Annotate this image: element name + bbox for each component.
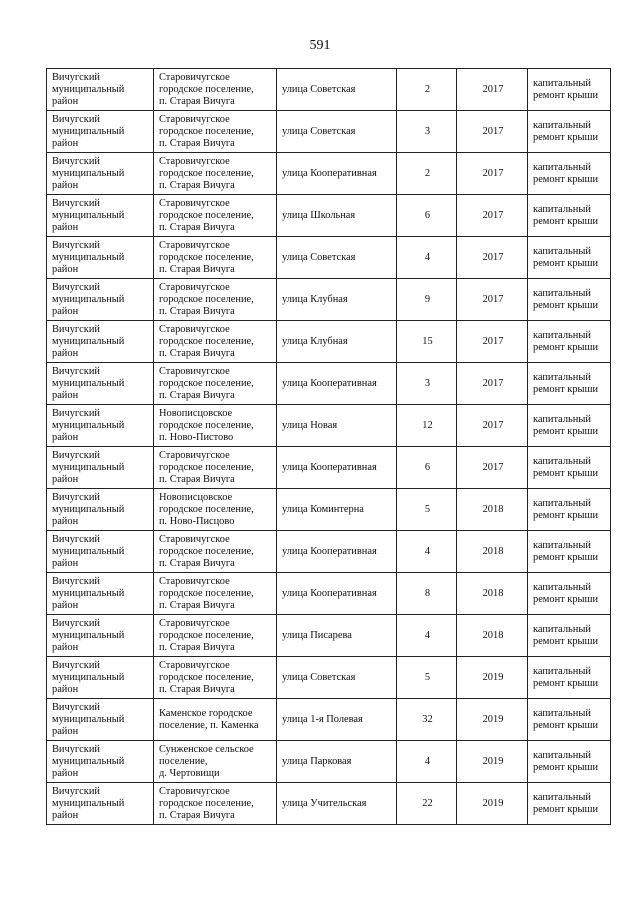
house-number-cell: 5 [397, 489, 457, 531]
settlement-cell-line: городское поселение, [159, 503, 254, 515]
district-cell-line: муниципальный [52, 713, 125, 725]
house-number-cell: 8 [397, 573, 457, 615]
district-cell [47, 531, 154, 573]
district-cell-line: муниципальный [52, 587, 125, 599]
district-cell-line: муниципальный [52, 671, 125, 683]
settlement-cell-line: Старовичугское [159, 71, 230, 83]
settlement-cell-line: Старовичугское [159, 533, 230, 545]
district-cell-line: район [52, 473, 79, 485]
district-cell [47, 111, 154, 153]
work-type-cell-line: капитальный [533, 245, 591, 257]
district-cell-line: Вичугский [52, 239, 100, 251]
work-type-cell [528, 279, 611, 321]
district-cell-line: муниципальный [52, 335, 125, 347]
house-number-cell: 12 [397, 405, 457, 447]
work-type-cell-line: ремонт крыши [533, 173, 599, 185]
house-number-cell: 4 [397, 237, 457, 279]
work-type-cell-line: ремонт крыши [533, 635, 599, 647]
work-type-cell [528, 195, 611, 237]
district-cell [47, 657, 154, 699]
district-cell-line: район [52, 431, 79, 443]
settlement-cell-line: городское поселение, [159, 797, 254, 809]
house-number-cell: 32 [397, 699, 457, 741]
district-cell-line: муниципальный [52, 503, 125, 515]
district-cell [47, 573, 154, 615]
settlement-cell-line: городское поселение, [159, 125, 254, 137]
work-type-cell-line: капитальный [533, 287, 591, 299]
district-cell-line: Вичугский [52, 281, 100, 293]
year-cell: 2017 [457, 153, 528, 195]
settlement-cell [154, 573, 277, 615]
work-type-cell-line: ремонт крыши [533, 425, 599, 437]
street-cell: улица Коминтерна [277, 489, 397, 531]
settlement-cell-line: городское поселение, [159, 83, 254, 95]
work-type-cell-line: ремонт крыши [533, 215, 599, 227]
work-type-cell [528, 111, 611, 153]
street-cell: улица Новая [277, 405, 397, 447]
district-cell-line: Вичугский [52, 491, 100, 503]
settlement-cell [154, 195, 277, 237]
work-type-cell-line: ремонт крыши [533, 803, 599, 815]
work-type-cell [528, 69, 611, 111]
street-cell: улица Школьная [277, 195, 397, 237]
year-cell: 2017 [457, 279, 528, 321]
house-number-cell: 4 [397, 615, 457, 657]
district-cell-line: муниципальный [52, 293, 125, 305]
street-cell: улица Кооперативная [277, 153, 397, 195]
settlement-cell-line: городское поселение, [159, 545, 254, 557]
settlement-cell-line: п. Ново-Писцово [159, 515, 235, 527]
district-cell-line: муниципальный [52, 209, 125, 221]
table-row [47, 531, 611, 573]
work-type-cell-line: ремонт крыши [533, 593, 599, 605]
house-number-cell: 22 [397, 783, 457, 825]
work-type-cell-line: ремонт крыши [533, 257, 599, 269]
year-cell: 2017 [457, 237, 528, 279]
table-row [47, 447, 611, 489]
table-row [47, 69, 611, 111]
settlement-cell-line: Старовичугское [159, 659, 230, 671]
settlement-cell [154, 783, 277, 825]
work-type-cell-line: капитальный [533, 581, 591, 593]
settlement-cell [154, 279, 277, 321]
year-cell: 2019 [457, 783, 528, 825]
table-body [47, 69, 611, 825]
street-cell: улица Клубная [277, 279, 397, 321]
district-cell-line: район [52, 809, 79, 821]
work-type-cell-line: капитальный [533, 749, 591, 761]
street-cell: улица Кооперативная [277, 447, 397, 489]
year-cell: 2017 [457, 321, 528, 363]
settlement-cell-line: городское поселение, [159, 419, 254, 431]
street-cell: улица Учительская [277, 783, 397, 825]
street-cell: улица Клубная [277, 321, 397, 363]
settlement-cell [154, 531, 277, 573]
district-cell-line: Вичугский [52, 323, 100, 335]
table-row [47, 153, 611, 195]
district-cell [47, 279, 154, 321]
work-type-cell [528, 237, 611, 279]
settlement-cell-line: п. Старая Вичуга [159, 641, 235, 653]
district-cell-line: район [52, 599, 79, 611]
street-cell: улица Советская [277, 69, 397, 111]
work-type-cell-line: капитальный [533, 413, 591, 425]
district-cell-line: район [52, 305, 79, 317]
work-type-cell-line: капитальный [533, 539, 591, 551]
house-number-cell: 9 [397, 279, 457, 321]
settlement-cell-line: городское поселение, [159, 167, 254, 179]
district-cell-line: район [52, 179, 79, 191]
settlement-cell-line: Старовичугское [159, 575, 230, 587]
work-type-cell-line: ремонт крыши [533, 383, 599, 395]
district-cell-line: район [52, 641, 79, 653]
settlement-cell-line: Старовичугское [159, 323, 230, 335]
district-cell-line: район [52, 557, 79, 569]
work-type-cell-line: капитальный [533, 371, 591, 383]
street-cell: улица Советская [277, 237, 397, 279]
district-cell-line: муниципальный [52, 755, 125, 767]
table-row [47, 615, 611, 657]
district-cell [47, 363, 154, 405]
settlement-cell [154, 489, 277, 531]
settlement-cell-line: Старовичугское [159, 113, 230, 125]
settlement-cell [154, 69, 277, 111]
year-cell: 2019 [457, 699, 528, 741]
district-cell-line: муниципальный [52, 125, 125, 137]
year-cell: 2017 [457, 447, 528, 489]
district-cell-line: Вичугский [52, 533, 100, 545]
street-cell: улица Советская [277, 657, 397, 699]
settlement-cell-line: п. Старая Вичуга [159, 683, 235, 695]
settlement-cell-line: городское поселение, [159, 629, 254, 641]
house-number-cell: 3 [397, 111, 457, 153]
settlement-cell-line: поселение, [159, 755, 208, 767]
work-type-cell [528, 321, 611, 363]
settlement-cell [154, 741, 277, 783]
district-cell-line: район [52, 725, 79, 737]
table-row [47, 741, 611, 783]
settlement-cell-line: поселение, п. Каменка [159, 719, 259, 731]
district-cell [47, 447, 154, 489]
work-type-cell [528, 573, 611, 615]
work-type-cell-line: капитальный [533, 119, 591, 131]
settlement-cell [154, 363, 277, 405]
work-type-cell-line: капитальный [533, 791, 591, 803]
settlement-cell-line: п. Старая Вичуга [159, 473, 235, 485]
settlement-cell-line: Каменское городское [159, 707, 253, 719]
house-number-cell: 6 [397, 447, 457, 489]
settlement-cell-line: Старовичугское [159, 281, 230, 293]
street-cell: улица Кооперативная [277, 573, 397, 615]
street-cell: улица Кооперативная [277, 363, 397, 405]
district-cell [47, 489, 154, 531]
district-cell-line: Вичугский [52, 785, 100, 797]
house-number-cell: 2 [397, 153, 457, 195]
settlement-cell [154, 237, 277, 279]
settlement-cell-line: п. Старая Вичуга [159, 599, 235, 611]
work-type-cell-line: капитальный [533, 329, 591, 341]
year-cell: 2018 [457, 489, 528, 531]
settlement-cell-line: Старовичугское [159, 785, 230, 797]
district-cell-line: Вичугский [52, 407, 100, 419]
work-type-cell [528, 699, 611, 741]
settlement-cell-line: городское поселение, [159, 587, 254, 599]
district-cell [47, 741, 154, 783]
district-cell-line: муниципальный [52, 419, 125, 431]
settlement-cell-line: п. Ново-Пистово [159, 431, 234, 443]
work-type-cell-line: ремонт крыши [533, 551, 599, 563]
district-cell [47, 195, 154, 237]
district-cell-line: Вичугский [52, 155, 100, 167]
settlement-cell-line: п. Старая Вичуга [159, 347, 235, 359]
street-cell: улица 1-я Полевая [277, 699, 397, 741]
work-type-cell-line: ремонт крыши [533, 509, 599, 521]
settlement-cell-line: городское поселение, [159, 377, 254, 389]
district-cell-line: район [52, 95, 79, 107]
year-cell: 2017 [457, 69, 528, 111]
district-cell [47, 321, 154, 363]
district-cell-line: Вичугский [52, 659, 100, 671]
district-cell-line: район [52, 767, 79, 779]
settlement-cell-line: п. Старая Вичуга [159, 389, 235, 401]
settlement-cell-line: городское поселение, [159, 251, 254, 263]
district-cell [47, 783, 154, 825]
work-type-cell-line: капитальный [533, 665, 591, 677]
settlement-cell-line: п. Старая Вичуга [159, 179, 235, 191]
district-cell-line: Вичугский [52, 197, 100, 209]
district-cell-line: муниципальный [52, 545, 125, 557]
district-cell-line: Вичугский [52, 575, 100, 587]
table-row [47, 195, 611, 237]
district-cell-line: район [52, 263, 79, 275]
work-type-cell [528, 657, 611, 699]
table-row [47, 657, 611, 699]
settlement-cell-line: Сунженское сельское [159, 743, 254, 755]
district-cell-line: район [52, 515, 79, 527]
work-type-cell [528, 447, 611, 489]
work-type-cell-line: ремонт крыши [533, 467, 599, 479]
table-row [47, 111, 611, 153]
street-cell: улица Парковая [277, 741, 397, 783]
district-cell-line: район [52, 137, 79, 149]
table-row [47, 489, 611, 531]
repair-schedule-table [46, 68, 611, 825]
work-type-cell-line: капитальный [533, 161, 591, 173]
work-type-cell-line: капитальный [533, 203, 591, 215]
district-cell [47, 615, 154, 657]
table-row [47, 573, 611, 615]
settlement-cell [154, 447, 277, 489]
settlement-cell-line: Новописцовское [159, 407, 233, 419]
settlement-cell-line: д. Чертовищи [159, 767, 220, 779]
settlement-cell-line: Старовичугское [159, 449, 230, 461]
district-cell-line: Вичугский [52, 71, 100, 83]
work-type-cell-line: ремонт крыши [533, 299, 599, 311]
work-type-cell-line: ремонт крыши [533, 131, 599, 143]
district-cell-line: Вичугский [52, 365, 100, 377]
work-type-cell [528, 615, 611, 657]
settlement-cell [154, 153, 277, 195]
district-cell-line: муниципальный [52, 83, 125, 95]
district-cell-line: район [52, 347, 79, 359]
district-cell-line: район [52, 389, 79, 401]
work-type-cell [528, 783, 611, 825]
street-cell: улица Кооперативная [277, 531, 397, 573]
district-cell-line: Вичугский [52, 617, 100, 629]
settlement-cell-line: п. Старая Вичуга [159, 263, 235, 275]
settlement-cell-line: Старовичугское [159, 155, 230, 167]
table-row [47, 279, 611, 321]
district-cell-line: район [52, 221, 79, 233]
settlement-cell-line: городское поселение, [159, 671, 254, 683]
settlement-cell [154, 657, 277, 699]
settlement-cell [154, 405, 277, 447]
district-cell-line: район [52, 683, 79, 695]
settlement-cell-line: п. Старая Вичуга [159, 221, 235, 233]
settlement-cell-line: городское поселение, [159, 209, 254, 221]
district-cell [47, 237, 154, 279]
settlement-cell-line: городское поселение, [159, 335, 254, 347]
district-cell-line: Вичугский [52, 743, 100, 755]
settlement-cell-line: Старовичугское [159, 197, 230, 209]
district-cell [47, 69, 154, 111]
settlement-cell-line: п. Старая Вичуга [159, 95, 235, 107]
table-row [47, 321, 611, 363]
district-cell [47, 405, 154, 447]
settlement-cell-line: п. Старая Вичуга [159, 809, 235, 821]
house-number-cell: 15 [397, 321, 457, 363]
work-type-cell-line: капитальный [533, 623, 591, 635]
settlement-cell-line: п. Старая Вичуга [159, 137, 235, 149]
settlement-cell-line: городское поселение, [159, 293, 254, 305]
district-cell-line: муниципальный [52, 167, 125, 179]
year-cell: 2018 [457, 615, 528, 657]
settlement-cell [154, 111, 277, 153]
settlement-cell [154, 321, 277, 363]
settlement-cell-line: Старовичугское [159, 239, 230, 251]
settlement-cell-line: п. Старая Вичуга [159, 557, 235, 569]
work-type-cell [528, 531, 611, 573]
work-type-cell [528, 741, 611, 783]
house-number-cell: 4 [397, 741, 457, 783]
year-cell: 2017 [457, 405, 528, 447]
district-cell-line: муниципальный [52, 629, 125, 641]
district-cell-line: муниципальный [52, 377, 125, 389]
street-cell: улица Писарева [277, 615, 397, 657]
street-cell: улица Советская [277, 111, 397, 153]
work-type-cell-line: капитальный [533, 497, 591, 509]
work-type-cell-line: капитальный [533, 77, 591, 89]
table-row [47, 405, 611, 447]
district-cell-line: Вичугский [52, 449, 100, 461]
district-cell-line: Вичугский [52, 113, 100, 125]
district-cell-line: муниципальный [52, 797, 125, 809]
year-cell: 2019 [457, 741, 528, 783]
year-cell: 2017 [457, 363, 528, 405]
work-type-cell-line: ремонт крыши [533, 89, 599, 101]
district-cell [47, 699, 154, 741]
work-type-cell-line: ремонт крыши [533, 677, 599, 689]
work-type-cell [528, 363, 611, 405]
page-number: 591 [309, 38, 331, 53]
settlement-cell [154, 615, 277, 657]
work-type-cell [528, 405, 611, 447]
work-type-cell-line: капитальный [533, 707, 591, 719]
year-cell: 2019 [457, 657, 528, 699]
district-cell-line: муниципальный [52, 251, 125, 263]
house-number-cell: 2 [397, 69, 457, 111]
settlement-cell-line: Старовичугское [159, 365, 230, 377]
house-number-cell: 3 [397, 363, 457, 405]
table-row [47, 237, 611, 279]
work-type-cell-line: капитальный [533, 455, 591, 467]
table-row [47, 783, 611, 825]
work-type-cell-line: ремонт крыши [533, 761, 599, 773]
work-type-cell-line: ремонт крыши [533, 341, 599, 353]
work-type-cell-line: ремонт крыши [533, 719, 599, 731]
work-type-cell [528, 489, 611, 531]
year-cell: 2017 [457, 111, 528, 153]
district-cell [47, 153, 154, 195]
table-row [47, 699, 611, 741]
house-number-cell: 5 [397, 657, 457, 699]
settlement-cell-line: Новописцовское [159, 491, 233, 503]
year-cell: 2018 [457, 531, 528, 573]
district-cell-line: муниципальный [52, 461, 125, 473]
house-number-cell: 6 [397, 195, 457, 237]
work-type-cell [528, 153, 611, 195]
district-cell-line: Вичугский [52, 701, 100, 713]
year-cell: 2017 [457, 195, 528, 237]
year-cell: 2018 [457, 573, 528, 615]
settlement-cell-line: п. Старая Вичуга [159, 305, 235, 317]
house-number-cell: 4 [397, 531, 457, 573]
settlement-cell [154, 699, 277, 741]
settlement-cell-line: городское поселение, [159, 461, 254, 473]
table-row [47, 363, 611, 405]
settlement-cell-line: Старовичугское [159, 617, 230, 629]
